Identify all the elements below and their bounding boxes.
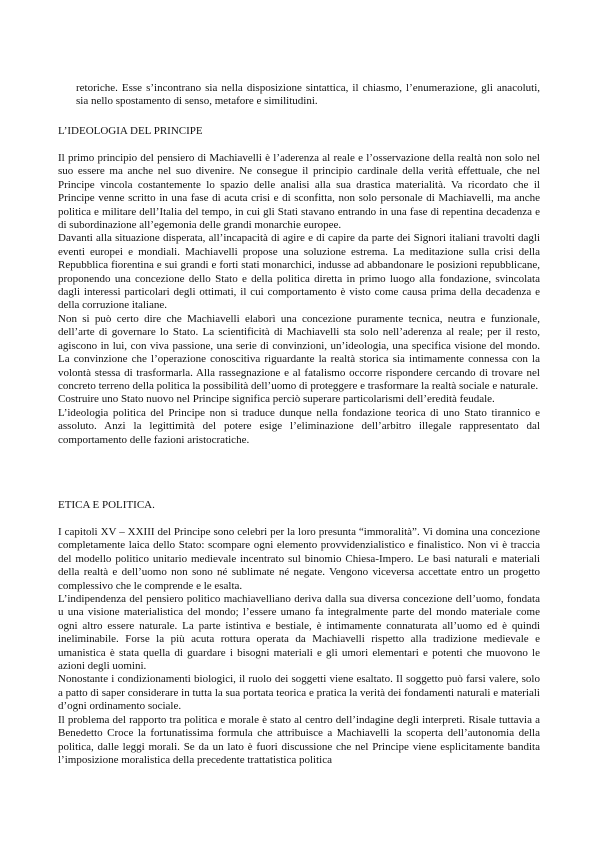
body-paragraph: I capitoli XV – XXIII del Principe sono celebri per la loro presunta “immoralità”. Vi domina una concezione completamente laica dello Stato: scompare ogni elemento provvidenzialistico e finalistico. Non vi è traccia del modello politico unitario medievale incentrato sul binomio Chiesa-Impero. Le basi naturali e materiali della realtà e dell’uomo non sono né sublimate né negate. Vengono viceversa accettate entro un progetto complessivo che le comprende e le esalta. (58, 526, 540, 592)
body-paragraph: Costruire uno Stato nuovo nel Principe significa perciò superare particolarismi dell’eredità feudale. (58, 393, 495, 406)
section-body-ideologia (58, 152, 540, 447)
body-paragraph: Non si può certo dire che Machiavelli elaborì una concezione puramente tecnica, neutra e funzionale, dell’arte di governare lo Stato. La scientificità di Machiavelli sta solo nell’aderenza al reale; per il resto, agiscono in lui, con viva passione, una serie di convinzioni, un’ideologia, una specifica visione del mondo. La convinzione che l’operazione conoscitiva riguardante la realtà storica sia intimamente connessa con la volontà stessa di trasformarla. Alla rassegnazione e al fatalismo occorre rispondere cercando di trovare nel concreto terreno della politica la possibilità dell’uomo di proteggere e trasformare la realtà sociale e naturale. (58, 312, 540, 392)
body-paragraph: L’ideologia politica del Principe non si traduce dunque nella fondazione teorica di uno Stato tirannico e assoluto. Anzi la legittimità del potere esige l’eliminazione dell’arbitro illegale rappresentato dal comportamento delle fazioni aristocratiche. (58, 406, 540, 446)
section-heading-etica: ETICA E POLITICA. (58, 499, 155, 511)
body-paragraph: L’indipendenza del pensiero politico machiavelliano deriva dalla sua diversa concezione dell’uomo, fondata u una visione materialistica del mondo; l’essere umano fa integralmente parte del mondo materiale come ogni altro essere naturale. La parte istintiva e bestiale, è intimamente connaturata all’uomo ed è quindi ineliminabile. Forse la più acuta rottura operata da Machiavelli rispetto alla tradizione medievale e umanistica è stata quella di guardare i bisogni materiali e gli umori elementari e potenti che muovono le azioni degli uomini. (58, 593, 540, 673)
body-paragraph: Nonostante i condizionamenti biologici, il ruolo dei soggetti viene esaltato. Il soggetto può farsi valere, solo a patto di saper considerare in tutta la sua portata teorica e pratica la verità dei fondamenti naturali e materiali d’ogni ordinamento sociale. (58, 673, 540, 713)
section-body-etica (58, 526, 540, 767)
body-paragraph: Il problema del rapporto tra politica e morale è stato al centro dell’indagine degli interpreti. Risale tuttavia a Benedetto Croce la fortunatissima formula che attribuisce a Machiavelli la scoperta dell’autonomia della politica, dalle leggi morali. Se da un lato è fuori discussione che nel Principe viene esplicitamente bandita l’imposizione moralistica della precedente trattatistica politica (58, 713, 540, 766)
intro-paragraph: retoriche. Esse s’incontrano sia nella disposizione sintattica, il chiasmo, l’enumerazione, gli anacoluti, sia nello spostamento di senso, metafore e similitudini. (76, 82, 540, 108)
section-heading-ideologia: L’IDEOLOGIA DEL PRINCIPE (58, 125, 203, 137)
body-paragraph: Davanti alla situazione disperata, all’incapacità di agire e di capire da parte dei Signori italiani travolti dagli eventi europei e mondiali. Machiavelli propose una soluzione estrema. La meditazione sulla crisi della Repubblica fiorentina e sui grandi e forti stati monarchici, indusse ad abbandonare le posizioni repubblicane, proponendo una concezione dello Stato e della politica diretta in primo luogo alla fondazione, svincolata dagli interessi particolari degli ottimati, il cui comportamento è visto come causa prima della decadenza e della corruzione italiane. (58, 232, 540, 312)
body-paragraph: Il primo principio del pensiero di Machiavelli è l’aderenza al reale e l’osservazione della realtà non solo nel suo essere ma anche nel suo divenire. Ne consegue il principio cardinale della verità effettuale, che nel Principe vincola costantemente lo spazio delle analisi alla sua drastica materialità. Va ricordato che il Principe venne scritto in una fase di acuta crisi e di sconfitta, non solo personale di Machiavelli, ma anche politica e militare dell’Italia del tempo, in cui gli Stati stavano entrando in una fase di repentina decadenza e di subordinazione all’egemonia delle grandi monarchie europee. (58, 152, 540, 232)
